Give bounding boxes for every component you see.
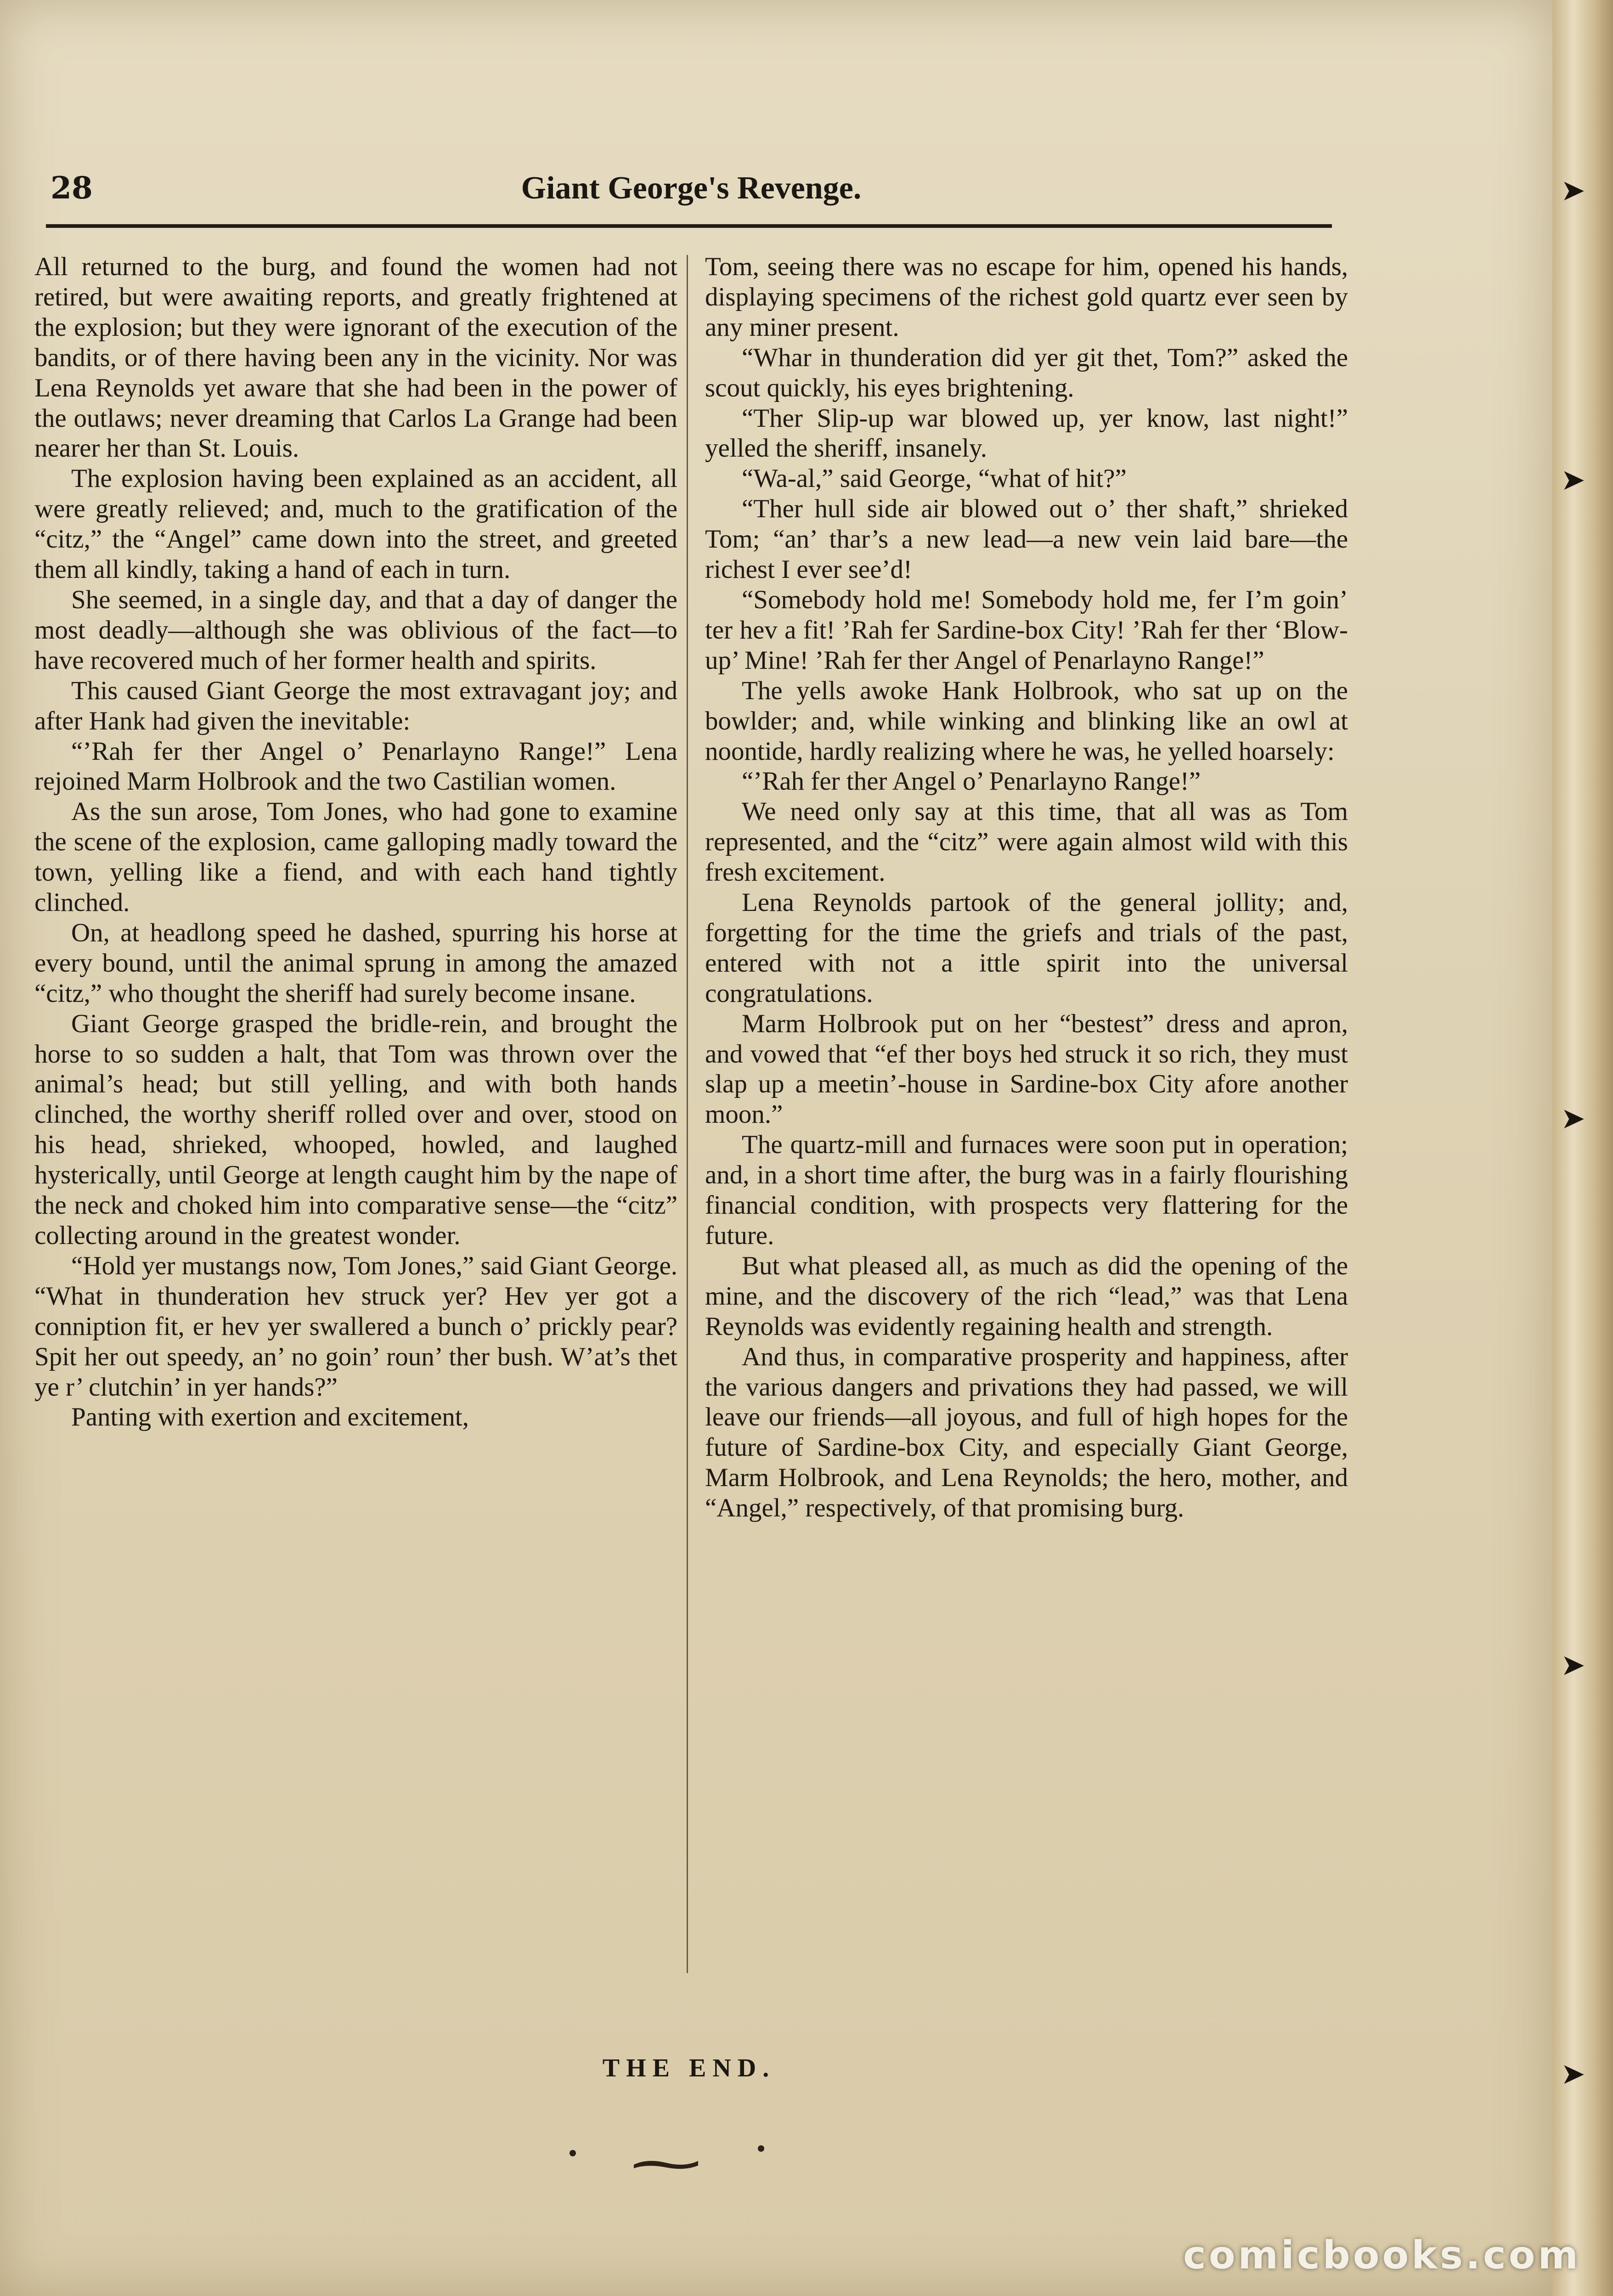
the-end-label: THE END. — [602, 2054, 776, 2082]
paragraph: The yells awoke Hank Holbrook, who sat up on the bowlder; and, while winking and blinking like an owl at noontide, hardly realizing where he was, he yelled hoarsely: — [705, 676, 1348, 766]
paragraph: She seemed, in a single day, and that a day of danger the most deadly—although she was oblivious of the fact—to have recovered much of her former health and spirits. — [34, 585, 677, 675]
paragraph: Marm Holbrook put on her “bestest” dress and apron, and vowed that “ef ther boys hed struck it so rich, they must slap up a meetin’-house in Sardine-box City afore another moon.” — [705, 1009, 1348, 1129]
paragraph: All returned to the burg, and found the women had not retired, but were awaiting reports, and greatly frightened at the explosion; but they were ignorant of the execution of the bandits, or of there having been any in the vicinity. Nor was Lena Reynolds yet aware that she had been in the power of the outlaws; never dreaming that Carlos La Grange had been nearer her than St. Louis. — [34, 252, 677, 463]
paragraph: Lena Reynolds partook of the general jollity; and, forgetting for the time the griefs and trials of the past, entered with not a ittle spirit into the universal congratulations. — [705, 888, 1348, 1008]
running-title: Giant George's Revenge. — [521, 170, 862, 206]
column-divider — [687, 255, 688, 1973]
paragraph: “Somebody hold me! Somebody hold me, fer I’m goin’ ter hev a fit! ’Rah fer Sardine-box City! ’Rah fer ther ‘Blow-up’ Mine! ’Rah fer ther Angel of Penarlayno Range!” — [705, 585, 1348, 675]
ornament-dot — [758, 2145, 764, 2152]
header-rule — [46, 224, 1332, 228]
staple-icon: ➤ — [1561, 1102, 1585, 1136]
paragraph: But what pleased all, as much as did the opening of the mine, and the discovery of the rich “lead,” was that Lena Reynolds was evidently regaining health and strength. — [705, 1251, 1348, 1341]
page-header — [51, 165, 1332, 216]
paragraph: “’Rah fer ther Angel o’ Penarlayno Range!” — [742, 767, 1201, 796]
paragraph: “Whar in thunderation did yer git thet, Tom?” asked the scout quickly, his eyes brightening. — [705, 343, 1348, 402]
paragraph: The explosion having been explained as an accident, all were greatly relieved; and, much to the gratification of the “citz,” the “Angel” came down into the street, and greeted them all kindly, taking a hand of each in turn. — [34, 464, 677, 584]
paragraph: The quartz-mill and furnaces were soon put in operation; and, in a short time after, the burg was in a fairly flourishing financial condition, with prospects very flattering for the future. — [705, 1130, 1348, 1250]
paragraph: “Ther Slip-up war blowed up, yer know, last night!” yelled the sheriff, insanely. — [705, 403, 1348, 463]
paragraph: This caused Giant George the most extravagant joy; and after Hank had given the inevitable: — [34, 676, 677, 735]
staple-icon: ➤ — [1561, 1648, 1585, 1682]
staple-icon: ➤ — [1561, 174, 1585, 208]
right-column — [705, 252, 1348, 1523]
page-number: 28 — [51, 170, 93, 206]
paragraph: “’Rah fer ther Angel o’ Penarlayno Range!” Lena rejoined Marm Holbrook and the two Castilian women. — [34, 736, 677, 796]
paragraph: And thus, in comparative prosperity and happiness, after the various dangers and privations they had passed, we will leave our friends—all joyous, and full of high hopes for the future of Sardine-box City, and especially Giant George, Marm Holbrook, and Lena Reynolds; the hero, mother, and “Angel,” respectively, of that promising burg. — [705, 1342, 1348, 1523]
ornament-icon — [629, 2155, 703, 2173]
paragraph: Panting with exertion and excitement, — [71, 1402, 469, 1432]
paragraph: “Ther hull side air blowed out o’ ther shaft,” shrieked Tom; “an’ thar’s a new lead—a new vein laid bare—the richest I ever see’d! — [705, 494, 1348, 584]
paragraph: On, at headlong speed he dashed, spurring his horse at every bound, until the animal sprung in among the amazed “citz,” who thought the sheriff had surely become insane. — [34, 918, 677, 1008]
staple-icon: ➤ — [1561, 2057, 1585, 2091]
staple-icon: ➤ — [1561, 463, 1585, 497]
paragraph: “Wa-al,” said George, “what of hit?” — [742, 464, 1127, 493]
page-spine — [1552, 0, 1613, 2296]
paragraph: “Hold yer mustangs now, Tom Jones,” said Giant George. “What in thunderation hev struck yer? Hev yer got a conniption fit, er hev yer swallered a bunch o’ prickly pear? Spit her out speedy, an’ no goin’ roun’ ther bush. W’at’s thet ye r’ clutchin’ in yer hands?” — [34, 1251, 677, 1402]
paragraph: We need only say at this time, that all was as Tom represented, and the “citz” were again almost wild with this fresh excitement. — [705, 797, 1348, 887]
paragraph: Tom, seeing there was no escape for him, opened his hands, displaying specimens of the richest gold quartz ever seen by any miner present. — [705, 252, 1348, 342]
paragraph: As the sun arose, Tom Jones, who had gone to examine the scene of the explosion, came galloping madly toward the town, yelling like a fiend, and with each hand tightly clinched. — [34, 797, 677, 917]
left-column — [34, 252, 677, 1432]
ornament-dot — [570, 2150, 576, 2156]
paragraph: Giant George grasped the bridle-rein, and brought the horse to so sudden a halt, that Tom was thrown over the animal’s head; but still yelling, and with both hands clinched, the worthy sheriff rolled over and over, stood on his head, shrieked, whooped, howled, and laughed hysterically, until George at length caught him by the nape of the neck and choked him into comparative sense—the “citz” collecting around in the greatest wonder. — [34, 1009, 677, 1250]
watermark: comicbooks.com — [1183, 2233, 1581, 2278]
